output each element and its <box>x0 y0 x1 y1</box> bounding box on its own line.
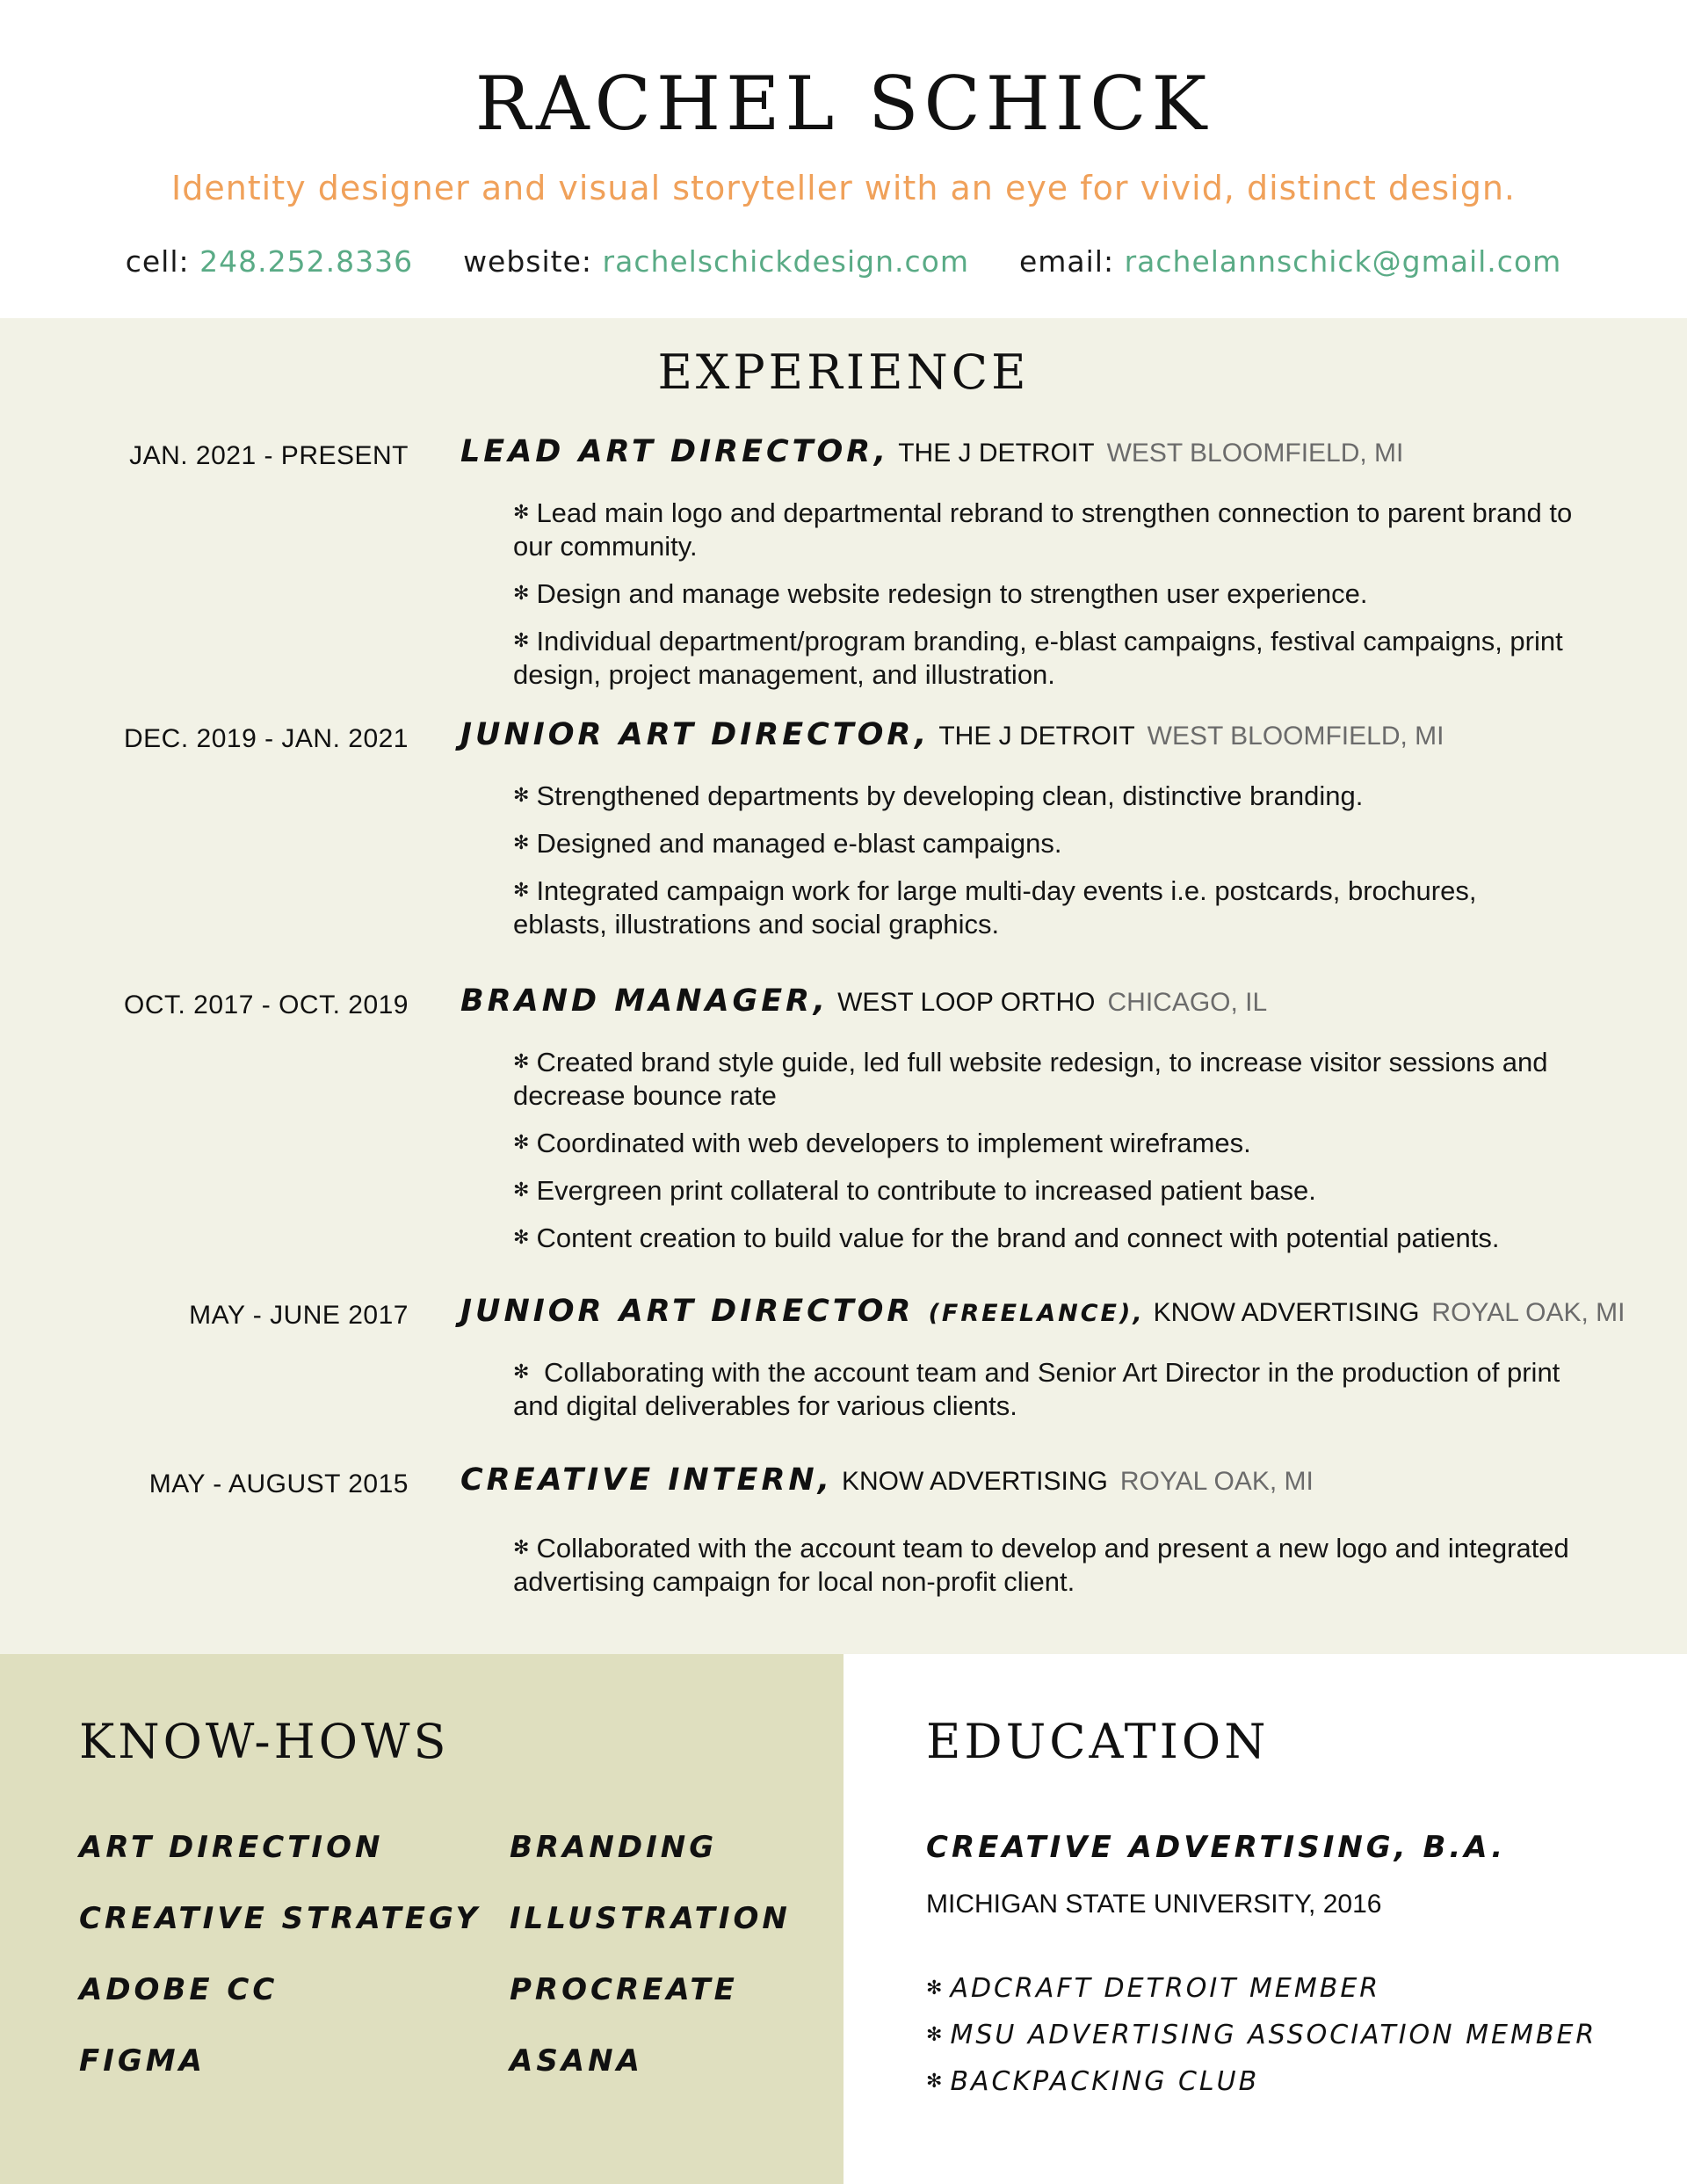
job-heading <box>460 1462 1314 1498</box>
job-role: LEAD ART DIRECTOR, <box>460 434 890 469</box>
contact-line <box>0 244 1687 279</box>
list-item: ✻ Individual department/program branding, e-blast campaigns, festival campaigns, print design, project management, and illustration. <box>513 626 1563 690</box>
job-heading <box>460 434 1403 469</box>
list-item: ✻ Lead main logo and departmental rebrand to strengthen connection to parent brand to our community. <box>513 497 1573 562</box>
asterisk-icon: ✻ <box>513 1050 530 1072</box>
skill-item: ASANA <box>510 2043 643 2079</box>
asterisk-icon: ✻ <box>513 1131 530 1153</box>
education-section <box>844 1654 1687 2184</box>
job-date: OCT. 2017 - OCT. 2019 <box>124 990 409 1019</box>
asterisk-icon: ✻ <box>513 582 530 604</box>
website-link[interactable]: rachelschickdesign.com <box>602 244 969 279</box>
job-heading <box>460 717 1444 752</box>
job-location: CHICAGO, IL <box>1107 988 1268 1017</box>
skill-item: ILLUSTRATION <box>510 1901 791 1936</box>
job-role-suffix: (FREELANCE), <box>928 1300 1145 1327</box>
asterisk-icon: ✻ <box>513 629 530 651</box>
job-location: ROYAL OAK, MI <box>1431 1298 1625 1327</box>
cell-value[interactable]: 248.252.8336 <box>199 244 414 279</box>
job-role: JUNIOR ART DIRECTOR (FREELANCE), <box>460 1294 1145 1329</box>
asterisk-icon: ✻ <box>513 1536 530 1558</box>
job-location: ROYAL OAK, MI <box>1119 1467 1314 1496</box>
list-item: ✻ Evergreen print collateral to contribute to increased patient base. <box>513 1175 1316 1206</box>
asterisk-icon: ✻ <box>513 1179 530 1201</box>
list-item: ✻ ADCRAFT DETROIT MEMBER <box>926 1973 1381 2004</box>
list-item: ✻ Design and manage website redesign to strengthen user experience. <box>513 578 1368 609</box>
email-label: email: <box>1018 244 1115 279</box>
skill-item: FIGMA <box>79 2043 206 2079</box>
job-company: THE J DETROIT <box>938 722 1135 751</box>
job-date: MAY - AUGUST 2015 <box>148 1469 409 1498</box>
education-title: EDUCATION <box>926 1714 1270 1769</box>
list-item: ✻ Collaborated with the account team to develop and present a new logo and integrated advertising campaign for local non-profit client. <box>513 1533 1569 1597</box>
job-date: DEC. 2019 - JAN. 2021 <box>124 724 409 753</box>
asterisk-icon: ✻ <box>513 784 530 806</box>
knowhows-section <box>0 1654 844 2184</box>
job-location: WEST BLOOMFIELD, MI <box>1106 439 1404 468</box>
job-date: MAY - JUNE 2017 <box>189 1301 409 1330</box>
list-item: ✻ Coordinated with web developers to implement wireframes. <box>513 1128 1251 1158</box>
job-company: KNOW ADVERTISING <box>842 1467 1108 1496</box>
job-company: WEST LOOP ORTHO <box>837 988 1096 1017</box>
experience-title: EXPERIENCE <box>657 345 1030 400</box>
job-company: KNOW ADVERTISING <box>1153 1298 1420 1327</box>
school: MICHIGAN STATE UNIVERSITY, 2016 <box>926 1890 1382 1919</box>
skill-item: CREATIVE STRATEGY <box>79 1901 481 1936</box>
list-item: ✻ Content creation to build value for the brand and connect with potential patients. <box>513 1223 1500 1253</box>
job-heading <box>460 1294 1625 1329</box>
asterisk-icon: ✻ <box>513 879 530 901</box>
job-company: THE J DETROIT <box>898 439 1095 468</box>
skill-item: ADOBE CC <box>79 1972 279 2007</box>
list-item: ✻ Collaborating with the account team and Senior Art Director in the production of print and digital deliverables for various clients. <box>513 1357 1560 1421</box>
job-role: CREATIVE INTERN, <box>460 1462 833 1498</box>
job-heading <box>460 983 1267 1019</box>
candidate-name: RACHEL SCHICK <box>474 61 1213 147</box>
skill-item: ART DIRECTION <box>79 1830 384 1865</box>
job-role: BRAND MANAGER, <box>460 983 829 1019</box>
job-bullets <box>513 496 1576 705</box>
list-item: ✻ Created brand style guide, led full website redesign, to increase visitor sessions and decrease bounce rate <box>513 1047 1548 1111</box>
email-link[interactable]: rachelannschick@gmail.com <box>1124 244 1562 279</box>
job-bullets <box>513 1531 1576 1612</box>
skill-item: PROCREATE <box>510 1972 738 2007</box>
website-label: website: <box>463 244 593 279</box>
job-location: WEST BLOOMFIELD, MI <box>1147 722 1444 751</box>
asterisk-icon: ✻ <box>926 2071 945 2093</box>
job-role: JUNIOR ART DIRECTOR, <box>460 717 930 752</box>
list-item: ✻ BACKPACKING CLUB <box>926 2066 1260 2097</box>
job-date: JAN. 2021 - PRESENT <box>129 441 409 470</box>
experience-section <box>0 318 1687 1654</box>
knowhows-title: KNOW-HOWS <box>79 1714 450 1769</box>
list-item: ✻ Strengthened departments by developing clean, distinctive branding. <box>513 780 1364 811</box>
degree: CREATIVE ADVERTISING, B.A. <box>926 1830 1507 1865</box>
asterisk-icon: ✻ <box>513 1226 530 1248</box>
asterisk-icon: ✻ <box>513 501 530 523</box>
asterisk-icon: ✻ <box>513 1360 530 1382</box>
skill-item: BRANDING <box>510 1830 718 1865</box>
job-bullets <box>513 1355 1576 1436</box>
cell-label: cell: <box>125 244 190 279</box>
list-item: ✻ Designed and managed e-blast campaigns. <box>513 828 1062 859</box>
list-item: ✻ MSU ADVERTISING ASSOCIATION MEMBER <box>926 2020 1597 2050</box>
asterisk-icon: ✻ <box>926 2024 945 2046</box>
job-bullets <box>513 779 1576 954</box>
list-item: ✻ Integrated campaign work for large multi-day events i.e. postcards, brochures, eblasts, illustrations and social graphics. <box>513 875 1477 940</box>
asterisk-icon: ✻ <box>513 831 530 853</box>
tagline: Identity designer and visual storyteller with an eye for vivid, distinct design. <box>170 169 1516 207</box>
asterisk-icon: ✻ <box>926 1977 945 1999</box>
job-bullets <box>513 1045 1576 1268</box>
resume-header <box>0 0 1687 318</box>
